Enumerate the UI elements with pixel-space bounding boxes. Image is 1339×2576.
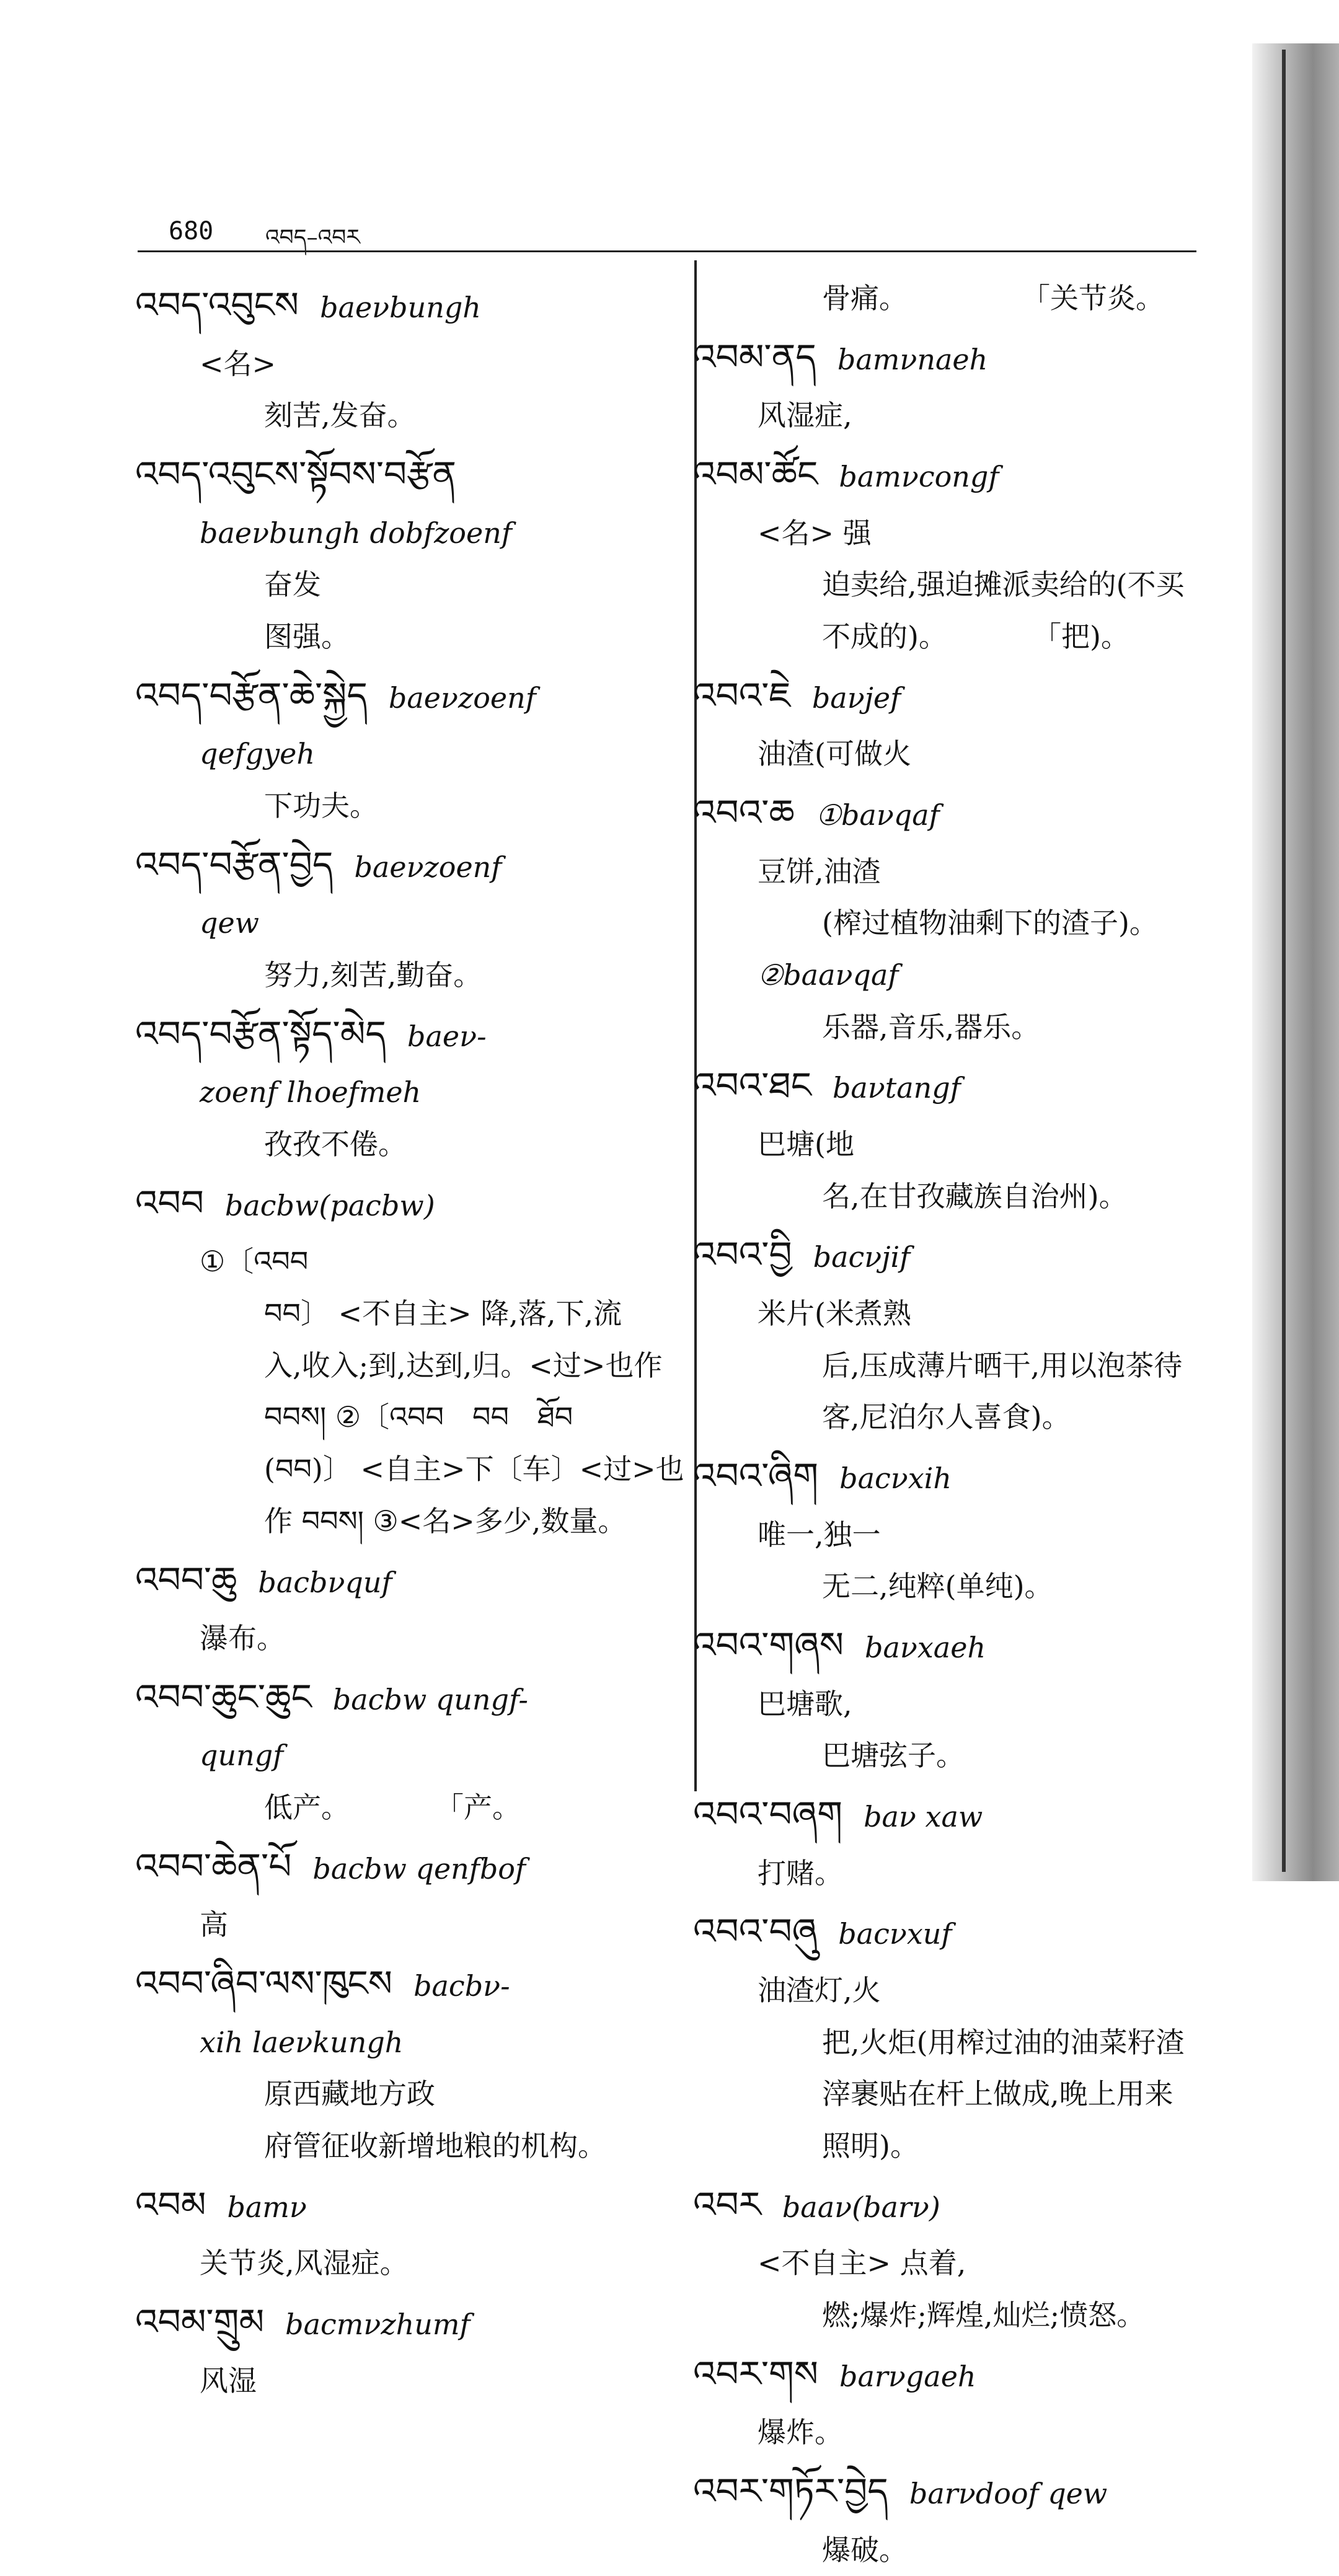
definition: 爆破。 <box>822 2533 908 2567</box>
definition: 巴塘弦子。 <box>822 1739 965 1773</box>
definition: 打赌。 <box>758 1856 843 1890</box>
romanization: baeνzoenf <box>388 681 536 715</box>
entry-headline <box>693 2342 1225 2459</box>
definition: 关节炎,风湿症。 <box>200 2246 409 2280</box>
entry-headline <box>693 1899 1225 2016</box>
definition: 油渣(可做火 <box>758 737 911 771</box>
tibetan-headword: འབབ་ཆེན་པོ <box>135 1845 292 1887</box>
tibetan-headword: འབའ་ཞིག <box>693 1455 819 1498</box>
entry-headline <box>135 1951 687 2017</box>
tibetan-headword: འབད་བརྩོན་བྱེད <box>135 843 334 886</box>
tibetan-headword: འབད་བརྩོན་ཆེ་སྐྱེད <box>135 674 368 717</box>
definition: བབས། ②〔འབབ བབ ཐོབ <box>264 1400 573 1434</box>
definition: 孜孜不倦。 <box>264 1127 407 1161</box>
romanization: baaν(barν) <box>782 2190 940 2224</box>
romanization: barνdoof qew <box>909 2476 1108 2510</box>
running-head: འབད–འབར <box>265 225 360 250</box>
romanization: bacνxuf <box>838 1917 952 1951</box>
entry-continuation <box>693 1171 1225 1223</box>
tibetan-headword: འབམ་གྲུམ <box>135 2300 265 2343</box>
definition: ①〔འབབ <box>200 1245 309 1279</box>
definition: 巴塘(地 <box>758 1127 854 1161</box>
tibetan-headword: འབའ་བྱི <box>693 1233 792 1276</box>
definition: 无二,纯粹(单纯)。 <box>822 1569 1053 1603</box>
tibetan-headword: འབབ་ཆུང་ཆུང <box>135 1675 312 1718</box>
entry-continuation <box>135 1444 687 1496</box>
romanization: bacνxih <box>839 1462 952 1496</box>
definition: 刻苦,发奋。 <box>264 399 416 433</box>
tibetan-headword: འབའ་བཞུ <box>693 1910 818 1953</box>
entry-continuation <box>693 1561 1225 1613</box>
definition: 把,火炬(用榨过油的油菜籽渣 <box>822 2025 1185 2059</box>
romanization: xih laeνkungh <box>200 2025 404 2059</box>
romanization: baνtangf <box>832 1071 961 1105</box>
page-number: 680 <box>169 217 214 245</box>
entry-headline <box>693 2172 1225 2290</box>
tibetan-headword: འབམ་ཚོང <box>693 452 818 495</box>
entry-continuation <box>693 2017 1225 2069</box>
tibetan-headword: འབབ <box>135 1181 204 1224</box>
entry-continuation <box>693 898 1225 950</box>
definition: 迫卖给,强迫摊派卖给的(不买 <box>822 568 1185 602</box>
romanization: qefgyeh <box>200 737 315 771</box>
definition: 瀑布。 <box>200 1621 285 1656</box>
scan-edge-shadow <box>1252 43 1339 1881</box>
entry-continuation <box>693 2068 1225 2120</box>
definition: 名,在甘孜藏族自治州)。 <box>822 1179 1128 1213</box>
entry-continuation <box>135 2120 687 2172</box>
definition: 下功夫。 <box>264 788 378 823</box>
entry-continuation <box>135 1496 687 1548</box>
right-column <box>693 273 1225 2576</box>
entry-continuation <box>693 1340 1225 1392</box>
entry-continuation <box>693 950 1225 1053</box>
tibetan-headword: འབའ་བཞག <box>693 1793 843 1836</box>
entry-continuation <box>693 611 1225 663</box>
entry-continuation <box>135 1340 687 1392</box>
entry-continuation <box>693 2525 1225 2576</box>
definition: <不自主> 点着, <box>758 2246 966 2280</box>
definition: 入,收入;到,达到,归。<过>也作 <box>264 1348 663 1382</box>
definition: 燃;爆炸;辉煌,灿烂;愤怒。 <box>822 2298 1146 2332</box>
romanization: bamνcongf <box>839 459 999 493</box>
entry-continuation <box>135 1730 687 1833</box>
definition: 豆饼,油渣 <box>758 854 881 888</box>
entry-headline <box>693 1222 1225 1339</box>
entry-headline <box>135 2172 687 2290</box>
romanization: qungf <box>200 1739 284 1773</box>
entry-continuation <box>135 508 687 611</box>
tibetan-headword: འབམ <box>135 2183 206 2226</box>
romanization: qew <box>200 906 260 940</box>
entry-headline <box>693 2459 1225 2525</box>
definition: 作 བབས། ③<名>多少,数量。 <box>264 1504 627 1538</box>
definition: 唯一,独一 <box>758 1517 881 1551</box>
entry-continuation <box>693 1392 1225 1444</box>
definition: 风湿 <box>200 2363 257 2397</box>
definition: (བབ)〕 <自主>下〔车〕<过>也 <box>264 1452 684 1486</box>
entry-headline <box>693 442 1225 559</box>
entry-headline <box>135 1548 687 1665</box>
entry-continuation <box>135 390 687 442</box>
entry-continuation <box>135 1288 687 1340</box>
entry-headline <box>135 1834 687 1951</box>
definition: 图强。 <box>264 619 350 653</box>
definition: 乐器,音乐,器乐。 <box>822 1010 1040 1044</box>
definition: 原西藏地方政 <box>264 2077 435 2111</box>
romanization: barνgaeh <box>839 2359 976 2393</box>
definition: 滓裹贴在杆上做成,晚上用来 <box>822 2077 1173 2111</box>
tibetan-headword: འབའ་གཞས <box>693 1624 844 1667</box>
romanization: baeνbungh dobfzoenf <box>200 516 512 550</box>
romanization: bacνjif <box>813 1240 911 1274</box>
definition: 米片(米煮熟 <box>758 1296 911 1330</box>
tibetan-headword: འབབ་ཆུ <box>135 1558 237 1601</box>
definition: 巴塘歌, <box>758 1687 852 1721</box>
romanization: baνjef <box>811 681 901 715</box>
tibetan-headword: འབར་གཏོར་བྱེད <box>693 2469 888 2512</box>
tibetan-headword: འབའ་ཐང <box>693 1064 811 1107</box>
entry-continuation <box>693 273 1225 325</box>
definition: 不成的)。 「把)。 <box>822 619 1129 653</box>
entry-headline <box>693 1053 1225 1170</box>
romanization: baeνzoenf <box>354 850 502 884</box>
romanization: bacbν- <box>413 1969 510 2003</box>
definition: བབ〕 <不自主> 降,落,下,流 <box>264 1296 622 1330</box>
tibetan-headword: འབར་གས <box>693 2352 819 2395</box>
entry-headline <box>135 1171 687 1288</box>
entry-headline <box>693 1613 1225 1730</box>
romanization: bacbw(pacbw) <box>224 1188 435 1222</box>
entry-headline <box>693 663 1225 780</box>
entry-headline <box>135 273 687 390</box>
entry-headline <box>135 1665 687 1731</box>
scan-edge-line <box>1282 50 1286 1872</box>
definition: 高 <box>200 1908 228 1942</box>
entry-continuation <box>135 1067 687 1170</box>
definition: 骨痛。 「关节炎。 <box>822 281 1164 315</box>
entry-continuation <box>693 1730 1225 1782</box>
entry-continuation <box>135 1392 687 1444</box>
entry-headline <box>135 2290 687 2407</box>
definition: 客,尼泊尔人喜食)。 <box>822 1400 1071 1434</box>
entry-continuation <box>135 2017 687 2120</box>
definition: 油渣灯,火 <box>758 1973 881 2007</box>
entry-continuation <box>693 2290 1225 2342</box>
tibetan-headword: འབའ་ཆ <box>693 791 795 834</box>
definition: 奋发 <box>264 568 321 602</box>
entry-headline <box>135 1002 687 1067</box>
entry-headline <box>693 1444 1225 1561</box>
romanization: bacbw qenfbof <box>312 1851 526 1886</box>
definition: <名> 强 <box>758 516 872 550</box>
romanization: baeνbungh <box>320 291 481 324</box>
romanization: bamν <box>227 2190 307 2224</box>
tibetan-headword: འབད་འབུངས་སྟོབས་བརྩོན <box>135 452 457 495</box>
tibetan-headword: འབའ་ཇེ <box>693 674 791 717</box>
definition: 照明)。 <box>822 2129 919 2163</box>
romanization: baνxaeh <box>865 1631 986 1665</box>
definition: 爆炸。 <box>758 2415 843 2450</box>
romanization: ①baνqaf <box>815 798 940 832</box>
definition: 风湿症, <box>758 399 852 433</box>
entry-continuation <box>135 611 687 663</box>
definition: 低产。 「产。 <box>264 1791 521 1825</box>
entry-continuation <box>693 559 1225 611</box>
tibetan-headword: འབད་བརྩོན་སྟོད་མེད <box>135 1012 387 1055</box>
entry-continuation <box>135 898 687 1001</box>
entry-headline <box>693 780 1225 898</box>
header-rule <box>138 250 1196 252</box>
definition: 府管征收新增地粮的机构。 <box>264 2129 606 2163</box>
romanization: baeν- <box>407 1019 487 1053</box>
romanization: zoenf lhoefmeh <box>200 1075 422 1109</box>
entry-headline <box>693 325 1225 442</box>
romanization: bacmνzhumf <box>285 2307 471 2341</box>
tibetan-headword: འབབ་ཞིབ་ལས་ཁུངས <box>135 1962 393 2005</box>
entry-headline <box>135 832 687 898</box>
entry-continuation <box>135 728 687 832</box>
left-column <box>135 273 687 2407</box>
romanization: ②baaνqaf <box>758 958 899 992</box>
definition: <名> <box>200 346 276 381</box>
definition: (榨过植物油剩下的渣子)。 <box>822 906 1158 940</box>
entry-continuation <box>693 2120 1225 2172</box>
entry-headline <box>135 663 687 729</box>
entry-headline <box>135 442 687 508</box>
definition: 努力,刻苦,勤奋。 <box>264 958 482 992</box>
entry-headline <box>693 1782 1225 1899</box>
romanization: bacbνquf <box>258 1565 392 1599</box>
romanization: bacbw qungf- <box>332 1682 528 1716</box>
romanization: bamνnaeh <box>837 342 988 376</box>
definition: 后,压成薄片晒干,用以泡茶待 <box>822 1348 1183 1382</box>
tibetan-headword: འབད་འབུངས <box>135 284 299 326</box>
tibetan-headword: འབར <box>693 2183 761 2226</box>
tibetan-headword: འབམ་ནད <box>693 335 816 378</box>
romanization: baν xaw <box>864 1800 983 1834</box>
